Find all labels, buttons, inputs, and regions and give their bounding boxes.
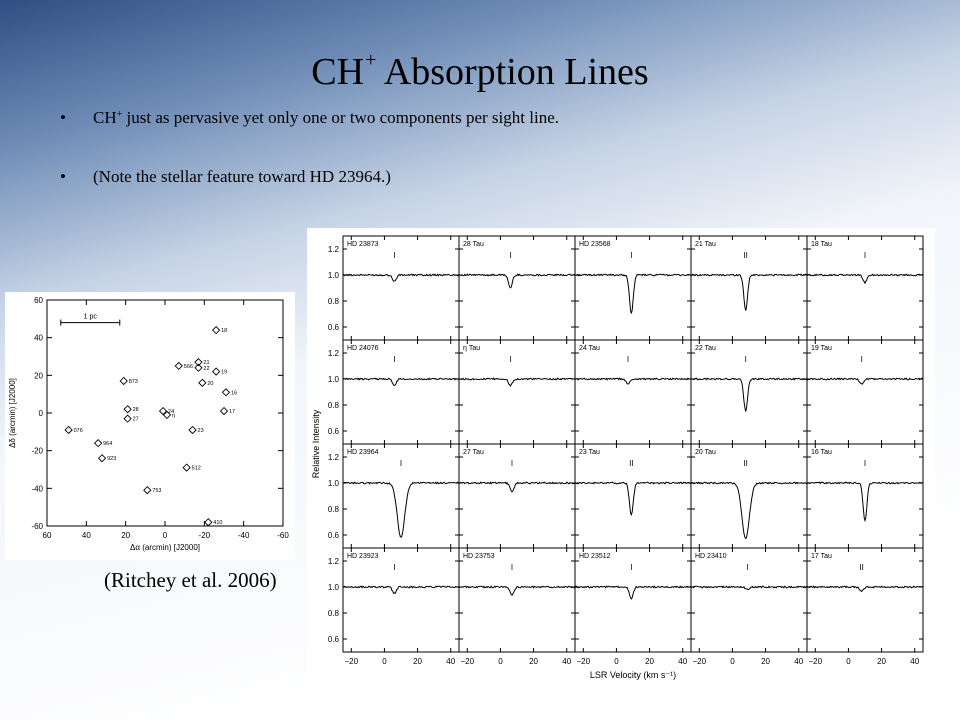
map-star-label: 23 xyxy=(197,427,204,434)
spectrum-panel-frame xyxy=(691,236,807,340)
spectrum-component-marker: II xyxy=(629,459,634,468)
spectrum-x-tick-label: 20 xyxy=(529,657,539,666)
map-y-tick-label: -60 xyxy=(31,522,43,531)
spectrum-component-marker: I xyxy=(510,563,514,572)
spectrum-panel-frame xyxy=(807,548,923,652)
map-x-axis-label: Δα (arcmin) [J2000] xyxy=(130,543,200,552)
spectrum-component-marker: I xyxy=(630,251,633,260)
spectrum-component-marker: I xyxy=(860,355,863,364)
spectrum-panel-name: HD 23923 xyxy=(347,553,379,560)
spectrum-panel-frame xyxy=(459,444,575,548)
map-y-tick-label: 20 xyxy=(34,371,43,381)
spectrum-x-tick-label: 0 xyxy=(498,657,503,666)
spectrum-panel-name: HD 24076 xyxy=(347,345,379,352)
spectrum-y-tick-label: 1.0 xyxy=(327,583,339,592)
spectra-grid-panel xyxy=(307,228,935,688)
spectrum-panel-name: HD 23873 xyxy=(347,241,379,248)
map-y-tick-label: 40 xyxy=(34,333,43,343)
map-star-label: 873 xyxy=(128,378,138,385)
map-star-label: 17 xyxy=(229,409,236,416)
position-map-panel xyxy=(5,292,295,560)
map-x-tick-label: 60 xyxy=(42,531,52,540)
spectrum-x-tick-label: −20 xyxy=(692,657,707,666)
spectrum-y-tick-label: 1.0 xyxy=(327,375,339,384)
spectra-x-axis-label: LSR Velocity (km s⁻¹) xyxy=(589,670,677,680)
spectrum-panel-name: HD 23568 xyxy=(579,241,611,248)
spectrum-y-tick-label: 1.2 xyxy=(327,245,339,254)
map-star-label: 22 xyxy=(203,365,210,372)
map-y-axis-label: Δδ (arcmin) [J2000] xyxy=(8,378,17,448)
map-y-tick-label: 60 xyxy=(34,296,43,305)
spectrum-x-tick-label: 20 xyxy=(877,657,887,666)
map-star-label: η xyxy=(171,412,176,419)
map-star-label: 410 xyxy=(213,520,223,527)
map-x-tick-label: -20 xyxy=(198,531,211,540)
spectrum-panel-name: 21 Tau xyxy=(695,241,716,248)
spectrum-y-tick-label: 1.2 xyxy=(327,349,339,358)
spectrum-x-tick-label: −20 xyxy=(576,657,591,666)
spectrum-panel-name: 22 Tau xyxy=(695,345,716,352)
spectrum-panel-frame xyxy=(459,340,575,444)
spectrum-panel-name: HD 23964 xyxy=(347,449,379,456)
map-star-label: 21 xyxy=(203,360,210,367)
spectrum-x-tick-label: 20 xyxy=(761,657,771,666)
spectrum-x-tick-label: 40 xyxy=(562,657,572,666)
spectrum-x-tick-label: 0 xyxy=(382,657,387,666)
spectrum-panel-name: 23 Tau xyxy=(579,449,600,456)
spectrum-x-tick-label: 0 xyxy=(730,657,735,666)
spectrum-x-tick-label: −20 xyxy=(460,657,475,666)
spectrum-component-marker: I xyxy=(393,563,396,572)
slide-title: CH+ Absorption Lines xyxy=(311,49,649,93)
spectrum-y-tick-label: 1.0 xyxy=(327,271,339,280)
spectrum-panel-frame xyxy=(575,548,691,652)
spectrum-component-marker: I xyxy=(863,459,867,468)
citation: (Ritchey et al. 2006) xyxy=(104,568,277,592)
spectrum-component-marker: II xyxy=(859,563,864,572)
spectrum-panel-name: HD 23512 xyxy=(579,553,611,560)
spectrum-y-tick-label: 0.6 xyxy=(327,427,339,436)
map-star-label: 27 xyxy=(132,416,139,423)
map-y-tick-label: -40 xyxy=(31,484,43,494)
spectrum-x-tick-label: −20 xyxy=(808,657,823,666)
bullet-item-2: • (Note the stellar feature toward HD 23964.) xyxy=(60,167,391,186)
spectrum-y-tick-label: 0.8 xyxy=(327,297,339,306)
spectrum-panel-frame xyxy=(459,548,575,652)
spectra-grid-chart xyxy=(307,228,935,688)
bullet-item-1: • CH+ just as pervasive yet only one or two components per sight line. xyxy=(60,108,559,127)
map-x-tick-label: 40 xyxy=(81,531,91,540)
map-x-tick-label: 20 xyxy=(121,531,131,540)
spectrum-component-marker: I xyxy=(630,563,633,572)
spectrum-panel-frame xyxy=(691,340,807,444)
map-x-tick-label: -40 xyxy=(237,531,250,540)
spectrum-x-tick-label: 0 xyxy=(614,657,619,666)
spectrum-panel-name: HD 23753 xyxy=(463,553,495,560)
spectrum-x-tick-label: 20 xyxy=(645,657,655,666)
spectrum-panel-name: 19 Tau xyxy=(811,345,832,352)
map-star-label: 566 xyxy=(183,363,193,370)
spectrum-panel-name: 16 Tau xyxy=(811,449,832,456)
spectrum-component-marker: I xyxy=(399,459,403,468)
spectrum-panel-frame xyxy=(343,236,459,340)
map-x-tick-label: 0 xyxy=(162,531,168,540)
spectrum-y-tick-label: 0.6 xyxy=(327,635,339,644)
spectrum-x-tick-label: 40 xyxy=(678,657,688,666)
spectrum-panel-frame xyxy=(575,236,691,340)
spectrum-component-marker: I xyxy=(746,563,749,572)
spectrum-panel-name: 18 Tau xyxy=(811,241,832,248)
bullet-symbol: • xyxy=(60,167,66,186)
spectrum-component-marker: I xyxy=(510,459,514,468)
map-star-label: 16 xyxy=(230,390,238,397)
spectrum-component-marker: I xyxy=(393,355,396,364)
spectrum-component-marker: II xyxy=(743,459,748,468)
position-map-chart xyxy=(5,292,295,560)
spectrum-y-tick-label: 0.6 xyxy=(327,323,339,332)
map-star-label: 24 xyxy=(168,409,175,416)
spectrum-component-marker: I xyxy=(744,355,747,364)
map-star-label: 28 xyxy=(132,407,139,414)
spectrum-component-marker: I xyxy=(393,251,396,260)
spectrum-x-tick-label: 40 xyxy=(910,657,920,666)
spectrum-panel-frame xyxy=(575,340,691,444)
spectra-y-axis-label: Relative Intensity xyxy=(311,409,321,479)
spectrum-y-tick-label: 0.6 xyxy=(327,531,339,540)
map-y-tick-label: 0 xyxy=(38,409,43,418)
spectrum-panel-name: 28 Tau xyxy=(463,241,484,248)
spectrum-panel-name: 27 Tau xyxy=(463,449,484,456)
spectrum-panel-name: 24 Tau xyxy=(579,345,600,352)
spectrum-x-tick-label: 40 xyxy=(446,657,456,666)
map-y-tick-label: -20 xyxy=(31,446,43,456)
spectrum-panel-frame xyxy=(691,548,807,652)
spectrum-x-tick-label: 0 xyxy=(846,657,851,666)
spectrum-panel-frame xyxy=(459,236,575,340)
map-x-tick-label: -60 xyxy=(277,531,289,540)
spectrum-y-tick-label: 1.0 xyxy=(327,479,339,488)
map-star-label: 964 xyxy=(103,441,113,448)
spectrum-panel-frame xyxy=(691,444,807,548)
spectrum-panel-name: HD 23410 xyxy=(695,553,727,560)
spectrum-panel-name: 17 Tau xyxy=(811,553,832,560)
bullet-symbol: • xyxy=(60,108,66,127)
map-star-label: 20 xyxy=(207,380,214,387)
spectrum-x-tick-label: 20 xyxy=(413,657,423,666)
spectrum-component-marker: I xyxy=(509,355,512,364)
spectrum-component-marker: I xyxy=(626,355,630,364)
map-star-label: 076 xyxy=(73,427,83,434)
spectrum-y-tick-label: 1.2 xyxy=(327,557,339,566)
spectrum-y-tick-label: 1.2 xyxy=(327,453,339,462)
spectrum-y-tick-label: 0.8 xyxy=(327,401,339,410)
spectrum-panel-name: 20 Tau xyxy=(695,449,716,456)
spectrum-panel-frame xyxy=(343,548,459,652)
spectrum-y-tick-label: 0.8 xyxy=(327,609,339,618)
spectrum-component-marker: II xyxy=(743,251,748,260)
spectrum-panel-frame xyxy=(807,340,923,444)
map-star-label: 923 xyxy=(107,456,117,463)
spectrum-y-tick-label: 0.8 xyxy=(327,505,339,514)
spectrum-component-marker: I xyxy=(509,251,512,260)
spectrum-panel-frame xyxy=(343,340,459,444)
spectrum-x-tick-label: −20 xyxy=(344,657,359,666)
spectrum-panel-name: η Tau xyxy=(463,345,481,352)
map-scalebar-label: 1 pc xyxy=(83,313,97,321)
map-star-label: 512 xyxy=(191,465,201,472)
spectrum-x-tick-label: 40 xyxy=(794,657,804,666)
spectrum-component-marker: I xyxy=(863,251,867,260)
map-star-label: 753 xyxy=(152,488,162,495)
map-star-label: 18 xyxy=(221,328,228,335)
map-star-label: 19 xyxy=(221,369,228,376)
